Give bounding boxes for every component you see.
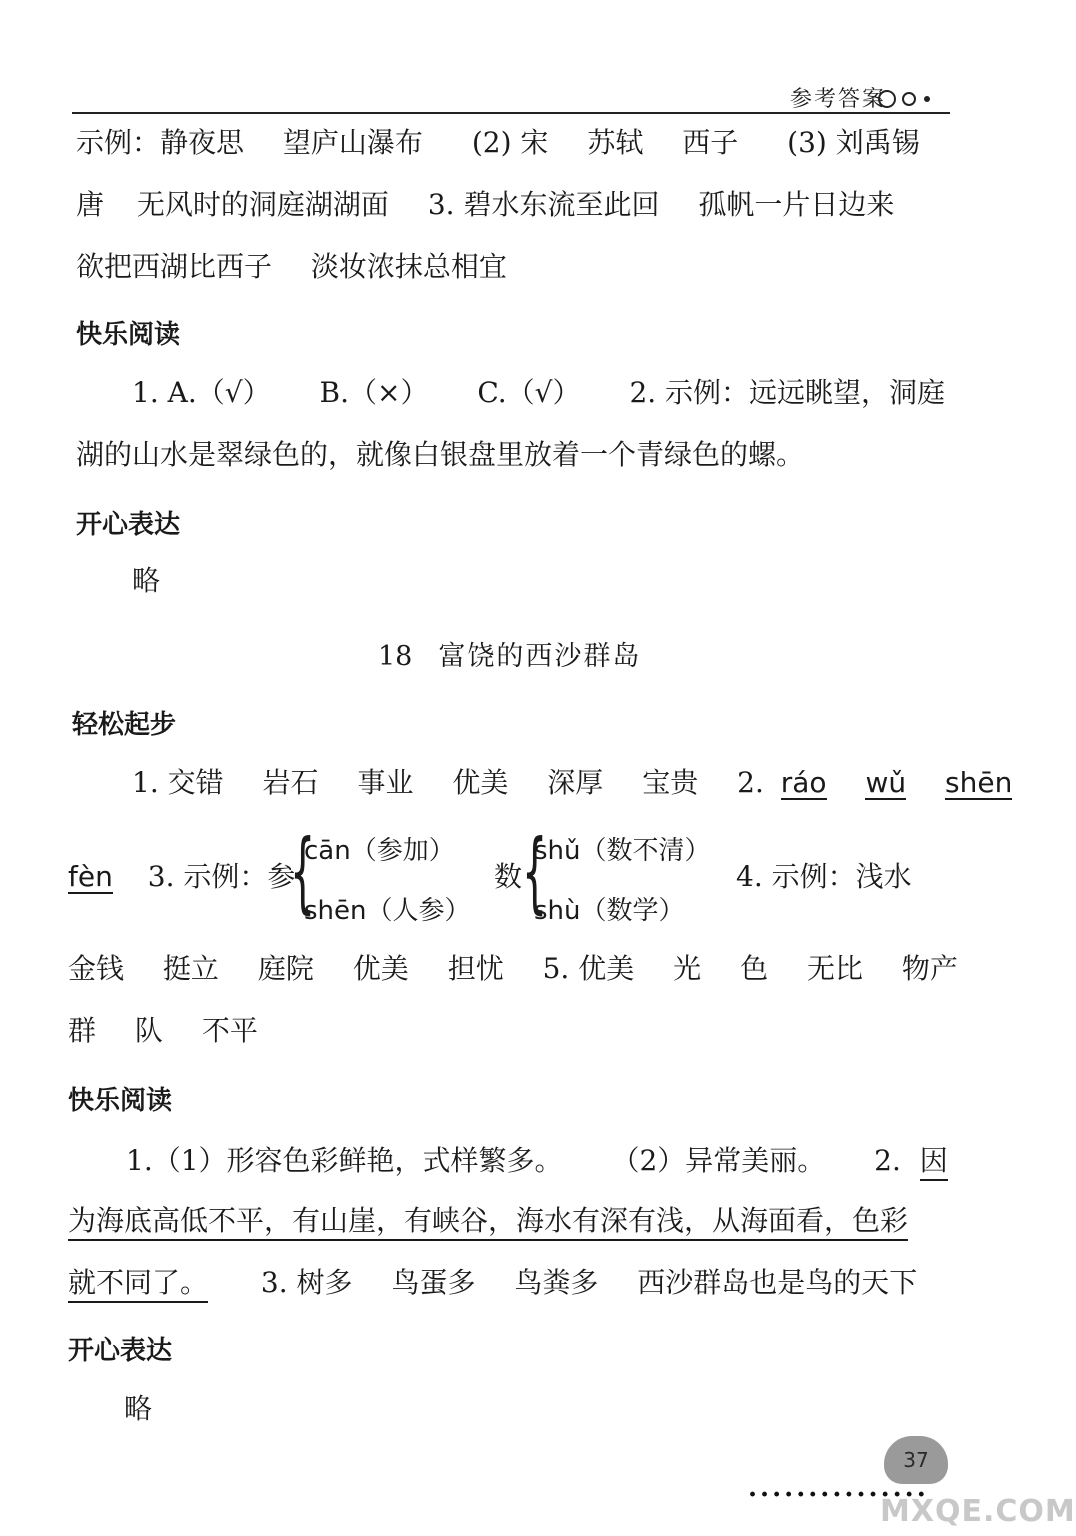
answer-text: 深厚 <box>547 766 604 799</box>
answer-text: 淡妆浓抹总相宜 <box>310 250 507 283</box>
answer-text: 3. 树多 <box>260 1266 353 1299</box>
answer-text: 1. A.（√） <box>132 376 271 409</box>
answer-text: 1. 交错 <box>132 766 224 799</box>
answer-text: (2) 宋 <box>471 126 549 159</box>
answer-text: 金钱 <box>68 952 125 985</box>
answer-text: 担忧 <box>447 952 504 985</box>
lesson-title <box>378 634 641 673</box>
watermark: MXQE.COM <box>880 1494 1076 1529</box>
answer-text: 2. <box>737 766 764 799</box>
answer-text: 群 <box>68 1014 97 1047</box>
underlined-answer: 因 <box>920 1144 948 1181</box>
header-label: 参考答案 <box>790 87 887 112</box>
page-number-badge: 37 <box>884 1436 948 1484</box>
answer-line <box>68 1014 288 1048</box>
answer-line <box>76 250 537 284</box>
answer-text: 无比 <box>806 952 863 985</box>
answer-text: 无风时的洞庭湖湖面 <box>136 188 389 221</box>
answer-text: 色 <box>740 952 769 985</box>
polyphone-reading: shù（数学） <box>534 896 685 926</box>
answer-text: 挺立 <box>162 952 219 985</box>
answer-text: 1.（1）形容色彩鲜艳，式样繁多。 <box>126 1144 563 1177</box>
answer-text: 4. 示例：浅水 <box>736 860 912 893</box>
answer-text: C.（√） <box>477 376 581 409</box>
answer-text: 优美 <box>352 952 409 985</box>
section-heading: 开心表达 <box>76 510 181 540</box>
header-circles-ornament <box>878 88 930 108</box>
answer-text: 岩石 <box>262 766 319 799</box>
answer-text: 优美 <box>452 766 509 799</box>
answer-text: 西子 <box>682 126 739 159</box>
pinyin-answer: shēn <box>945 766 1013 799</box>
answer-text: 光 <box>673 952 702 985</box>
footer-dotted-rule: ··············· <box>748 1480 929 1510</box>
answer-text: 3. 碧水东流至此回 <box>427 188 660 221</box>
answer-line <box>132 376 975 410</box>
section-heading: 快乐阅读 <box>76 320 181 350</box>
answer-text: 不平 <box>201 1014 258 1047</box>
answer-text: 孤帆一片日边来 <box>698 188 895 221</box>
section-heading: 轻松起步 <box>72 710 177 740</box>
answer-text: 望庐山瀑布 <box>282 126 423 159</box>
polyphone-char: 数 <box>494 860 523 893</box>
answer-text: 略 <box>124 1392 153 1425</box>
answer-line <box>132 766 1012 800</box>
answer-text: 队 <box>134 1014 163 1047</box>
answer-text: 唐 <box>76 188 105 221</box>
answer-line: 湖的山水是翠绿色的，就像白银盘里放着一个青绿色的螺。 <box>76 438 805 471</box>
polyphone-reading: shēn（人参） <box>304 896 471 926</box>
answer-text: 庭院 <box>257 952 314 985</box>
underlined-answer: 就不同了。 <box>68 1266 208 1303</box>
answer-line <box>68 952 988 986</box>
answer-text: 苏轼 <box>587 126 644 159</box>
answer-line <box>68 1204 908 1238</box>
answer-text: 鸟蛋多 <box>391 1266 476 1299</box>
answer-line <box>68 860 295 894</box>
answer-line <box>68 1266 947 1300</box>
answer-text: 示例：静夜思 <box>76 126 245 159</box>
answer-text: 西沙群岛也是鸟的天下 <box>637 1266 918 1299</box>
answer-line <box>126 1144 948 1178</box>
pinyin-answer: ráo <box>780 766 827 799</box>
pinyin-answer: wǔ <box>865 766 907 799</box>
answer-text: (3) 刘禹锡 <box>787 126 920 159</box>
section-heading: 快乐阅读 <box>68 1086 173 1116</box>
polyphone-reading: cān（参加） <box>304 836 455 866</box>
left-brace: { <box>290 820 316 923</box>
answer-text: 略 <box>132 564 161 597</box>
answer-text: 鸟粪多 <box>514 1266 599 1299</box>
section-heading: 开心表达 <box>68 1336 173 1366</box>
answer-text: 2. 示例：远远眺望，洞庭 <box>629 376 946 409</box>
answer-text: 5. 优美 <box>542 952 635 985</box>
answer-text: 事业 <box>357 766 414 799</box>
header-rule <box>72 112 950 114</box>
answer-text: 2. <box>874 1144 901 1177</box>
answer-text: （2）异常美丽。 <box>611 1144 826 1177</box>
answer-text: 物产 <box>901 952 958 985</box>
answer-line <box>76 126 950 160</box>
lesson-number: 18 <box>378 641 413 672</box>
answer-text: 欲把西湖比西子 <box>76 250 273 283</box>
answer-line <box>76 188 924 222</box>
left-brace: { <box>522 820 548 923</box>
answer-text: B.（×） <box>319 376 429 409</box>
polyphone-reading: shǔ（数不清） <box>534 836 711 866</box>
lesson-title-text: 富饶的西沙群岛 <box>438 641 642 672</box>
answer-text: 3. 示例：参 <box>147 860 296 893</box>
underlined-answer: 为海底高低不平，有山崖，有峡谷，海水有深有浅，从海面看，色彩 <box>68 1204 908 1241</box>
answer-text: 宝贵 <box>642 766 699 799</box>
pinyin-answer: fèn <box>68 860 113 893</box>
